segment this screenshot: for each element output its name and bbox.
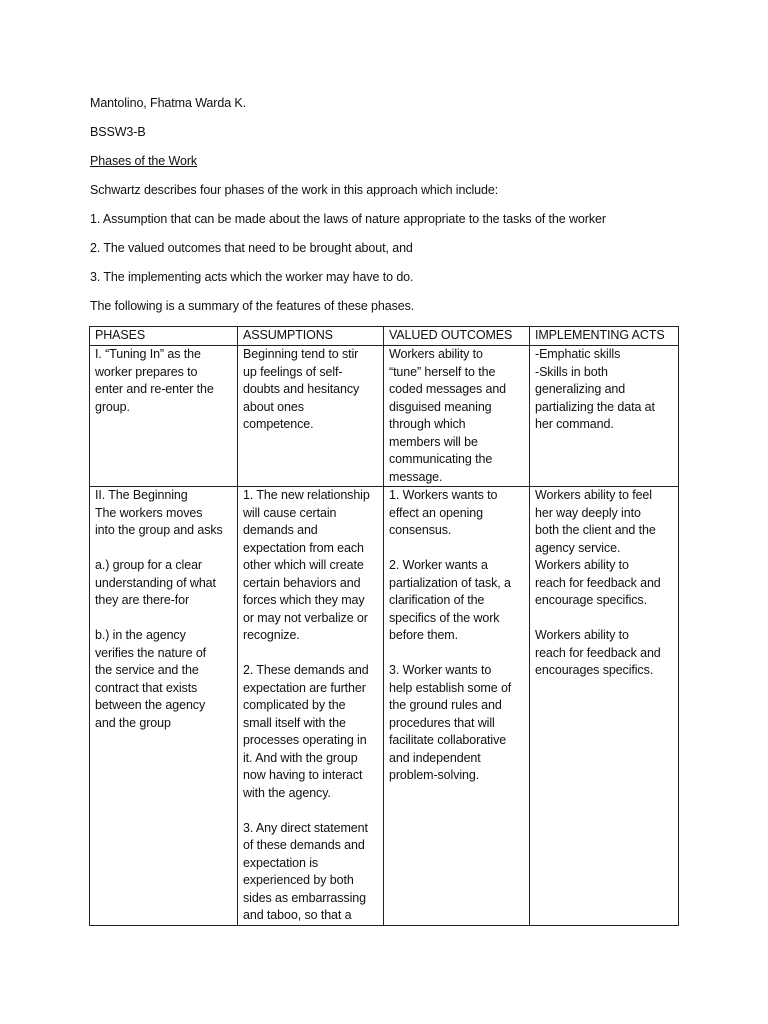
cell-text-line: processes operating in — [243, 733, 367, 747]
cell-text-line: and the group — [95, 715, 171, 730]
cell-text-line: encourage specifics. — [535, 593, 647, 607]
cell-text-line: agency service. — [535, 540, 621, 555]
cell-text-line: effect an opening — [389, 505, 483, 520]
cell-text-line: demands and — [243, 523, 318, 537]
cell-text-line: before them. — [389, 628, 458, 642]
assumption-2 — [243, 662, 379, 802]
cell-text-line: procedures that will — [389, 715, 495, 730]
cell-text-line: her way deeply into — [535, 505, 641, 520]
cell-text-line: facilitate collaborative — [389, 733, 507, 747]
cell-text-line: certain behaviors and — [243, 575, 361, 590]
cell-text-line: help establish some of — [389, 680, 512, 695]
phase-beginning-intro — [95, 487, 233, 540]
cell-text-line: sides as embarrassing — [243, 890, 366, 905]
cell-text-line: recognize. — [243, 628, 300, 642]
cell-text-line: communicating the — [389, 452, 493, 466]
cell-text-line: through which — [389, 417, 466, 431]
act-2 — [535, 627, 674, 680]
cell-text-line: now having to interact — [243, 768, 363, 782]
cell-text-line: competence. — [243, 417, 314, 431]
cell-text-line: forces which they may — [243, 593, 365, 607]
cell-text-line: 1. The new relationship — [243, 488, 370, 502]
cell-text-line: or may not verbalize or — [243, 610, 368, 625]
table-header-row — [90, 327, 679, 346]
cell-text-line: contract that exists — [95, 680, 198, 695]
cell-text-line: the service and the — [95, 663, 199, 677]
cell-phase-tuning-in — [90, 346, 238, 487]
cell-text-line: between the agency — [95, 698, 206, 712]
cell-text-line: complicated by the — [243, 698, 346, 712]
cell-text-line: into the group and asks — [95, 523, 223, 537]
phase-beginning-item-a — [95, 557, 233, 610]
cell-text-line: generalizing and — [535, 382, 626, 396]
cell-outcomes-beginning — [384, 487, 530, 926]
cell-text-line: partializing the data at — [535, 399, 655, 414]
cell-acts-beginning — [530, 487, 679, 926]
act-1 — [535, 487, 674, 610]
cell-text-line: with the agency. — [243, 785, 331, 800]
cell-text-line: consensus. — [389, 523, 452, 537]
cell-text-line: Workers ability to — [535, 558, 629, 572]
cell-text-line: doubts and hesitancy — [243, 382, 360, 396]
cell-text-line: reach for feedback and — [535, 575, 661, 590]
list-item-1: 1. Assumption that can be made about the laws of nature appropriate to the tasks of the worker — [90, 212, 606, 226]
cell-text-line: Workers ability to — [389, 347, 483, 361]
cell-text-line: message. — [389, 469, 443, 484]
cell-text-line: “tune” herself to the — [389, 364, 496, 379]
cell-text-line: small itself with the — [243, 715, 346, 730]
cell-text-line: members will be — [389, 434, 478, 449]
cell-assumptions-tuning-in — [238, 346, 384, 487]
header-phases: PHASES — [90, 327, 238, 346]
cell-text-line: a.) group for a clear — [95, 558, 202, 572]
cell-acts-tuning-in — [530, 346, 679, 487]
cell-text-line: enter and re-enter the — [95, 382, 214, 396]
cell-text-line: clarification of the — [389, 593, 485, 607]
header-valued-outcomes: VALUED OUTCOMES — [384, 327, 530, 346]
cell-text-line: understanding of what — [95, 575, 216, 590]
cell-text-line: problem-solving. — [389, 768, 480, 782]
cell-text-line: experienced by both — [243, 873, 354, 887]
cell-text-line: 3. Worker wants to — [389, 663, 492, 677]
intro-lead: Schwartz describes four phases of the work in this approach which include: — [90, 183, 499, 197]
cell-text-line: and independent — [389, 750, 481, 765]
summary-sentence: The following is a summary of the features of these phases. — [90, 299, 415, 313]
cell-text-line: The workers moves — [95, 505, 203, 520]
cell-text-line: about ones — [243, 399, 304, 414]
cell-text-line: reach for feedback and — [535, 645, 661, 660]
cell-text-line: disguised meaning — [389, 399, 492, 414]
table-row — [90, 346, 679, 487]
phases-table — [89, 326, 679, 926]
cell-text-line: they are there-for — [95, 593, 190, 607]
cell-text-line: encourages specifics. — [535, 663, 654, 677]
cell-text-line: verifies the nature of — [95, 645, 207, 660]
cell-text-line: specifics of the work — [389, 610, 500, 625]
document-heading: Phases of the Work — [90, 154, 198, 168]
cell-outcomes-tuning-in — [384, 346, 530, 487]
cell-text-line: 2. Worker wants a — [389, 558, 488, 572]
phase-beginning-item-b — [95, 627, 233, 732]
cell-text-line: Workers ability to — [535, 628, 629, 642]
cell-text-line: her command. — [535, 417, 614, 431]
cell-text-line: other which will create — [243, 558, 364, 572]
cell-text-line: expectation is — [243, 855, 319, 870]
cell-text-line: and taboo, so that a — [243, 908, 352, 922]
cell-text-line: expectation are further — [243, 680, 366, 695]
cell-text-line: group. — [95, 399, 130, 414]
class-section: BSSW3-B — [90, 125, 146, 139]
cell-text-line: Beginning tend to stir — [243, 347, 359, 361]
cell-text-line: expectation from each — [243, 540, 364, 555]
cell-assumptions-beginning — [238, 487, 384, 926]
cell-text-line: the ground rules and — [389, 698, 502, 712]
outcome-1 — [389, 487, 525, 540]
cell-text-line: 2. These demands and — [243, 663, 369, 677]
assumption-3 — [243, 820, 379, 925]
cell-text-line: II. The Beginning — [95, 488, 188, 502]
outcome-2 — [389, 557, 525, 645]
cell-text-line: it. And with the group — [243, 750, 358, 765]
cell-text-line: coded messages and — [389, 382, 507, 396]
cell-text-line: 3. Any direct statement — [243, 820, 368, 835]
author-name: Mantolino, Fhatma Warda K. — [90, 96, 247, 110]
cell-text-line: partialization of task, a — [389, 575, 511, 590]
outcome-3 — [389, 662, 525, 785]
cell-text-line: Workers ability to feel — [535, 488, 652, 502]
assumption-1 — [243, 487, 379, 645]
cell-phase-beginning — [90, 487, 238, 926]
cell-text-line: b.) in the agency — [95, 628, 186, 642]
header-implementing-acts: IMPLEMENTING ACTS — [530, 327, 679, 346]
cell-text-line: both the client and the — [535, 523, 656, 537]
cell-text-line: worker prepares to — [95, 364, 198, 379]
cell-text-line: 1. Workers wants to — [389, 488, 498, 502]
list-item-3: 3. The implementing acts which the worker may have to do. — [90, 270, 414, 284]
table-row — [90, 487, 679, 926]
list-item-2: 2. The valued outcomes that need to be brought about, and — [90, 241, 413, 255]
cell-text-line: -Skills in both — [535, 364, 608, 379]
header-assumptions: ASSUMPTIONS — [238, 327, 384, 346]
cell-text-line: of these demands and — [243, 838, 365, 852]
cell-text-line: I. “Tuning In” as the — [95, 347, 201, 361]
cell-text-line: up feelings of self- — [243, 364, 343, 379]
cell-text-line: will cause certain — [243, 505, 337, 520]
cell-text-line: -Emphatic skills — [535, 347, 621, 361]
